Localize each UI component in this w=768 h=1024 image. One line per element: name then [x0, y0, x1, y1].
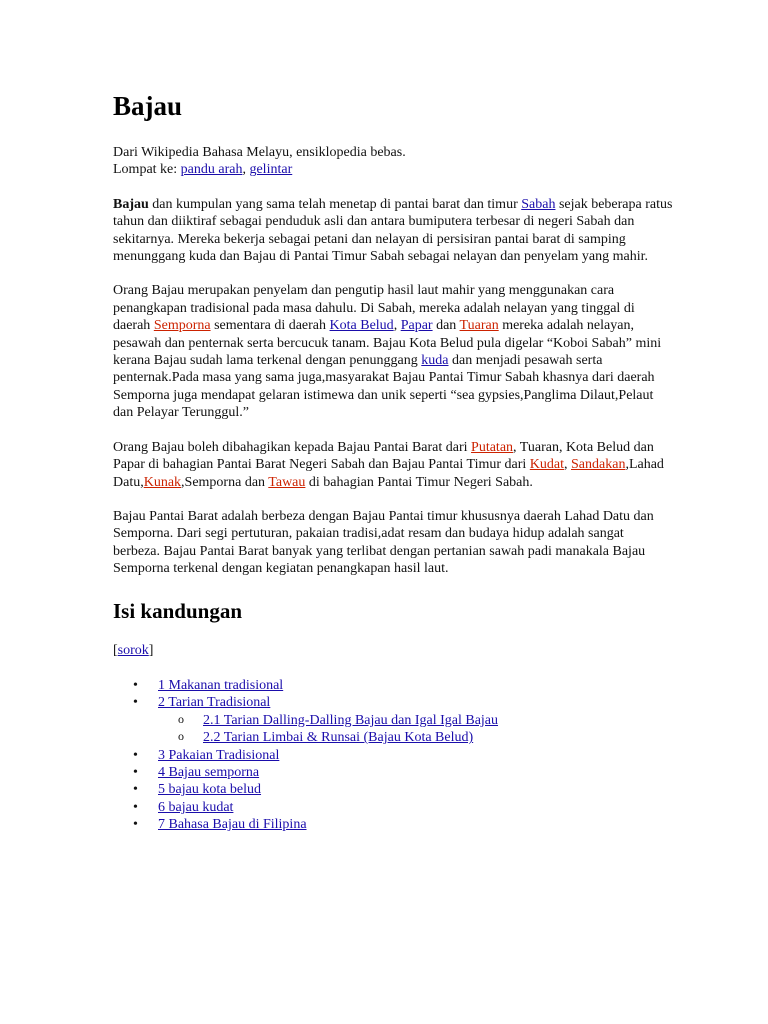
toc-link-kota-belud[interactable]: 5 bajau kota belud — [158, 782, 262, 798]
link-putatan[interactable]: Putatan — [471, 439, 514, 455]
toc-item — [113, 694, 673, 746]
text-span: , Tuaran, Kota Belud dan Papar di bahagian Pantai Barat Negeri Sabah dan Bajau Pantai Timur dari — [113, 439, 654, 473]
toc-link-pakaian[interactable]: 3 Pakaian Tradisional — [158, 747, 280, 763]
toc-link-dalling[interactable]: 2.1 Tarian Dalling-Dalling Bajau dan Igal Igal Bajau — [203, 712, 499, 728]
bold-term: Bajau — [113, 196, 149, 212]
toc-link-tarian[interactable]: 2 Tarian Tradisional — [158, 695, 271, 711]
toc-item — [113, 799, 673, 816]
paragraph-intro — [113, 196, 673, 266]
text-span: dan — [432, 318, 460, 334]
paragraph-divers — [113, 282, 673, 421]
link-kuda[interactable]: kuda — [421, 353, 449, 369]
toc-subitem — [113, 729, 673, 746]
text-span: dan menjadi pesawah serta penternak.Pada masa yang sama juga,masyarakat Bajau Pantai Timur Sabah khasnya dari daerah Semporna juga mendapat gelaran istimewa dan unik seperti “sea gypsies,Panglima Dilaut,Pelaut dan Pelayar Terunggul.” — [113, 353, 655, 421]
bracket-close: ] — [148, 642, 154, 658]
text-span: dan kumpulan yang sama telah menetap di pantai barat dan timur — [148, 196, 522, 212]
toc-subitem — [113, 712, 673, 729]
link-tawau[interactable]: Tawau — [268, 474, 306, 490]
jump-search-link[interactable]: gelintar — [249, 162, 293, 178]
text-span: sementara di daerah — [210, 318, 330, 334]
link-papar[interactable]: Papar — [400, 318, 433, 334]
site-subtitle — [113, 144, 673, 179]
link-semporna[interactable]: Semporna — [153, 318, 211, 334]
link-tuaran[interactable]: Tuaran — [459, 318, 499, 334]
toc-item — [113, 816, 673, 833]
link-sandakan[interactable]: Sandakan — [571, 457, 626, 473]
jump-links — [113, 161, 673, 178]
text-span: Orang Bajau merupakan penyelam dan pengutip hasil laut mahir yang menggunakan cara penangkapan tradisional pada masa dahulu. Di Sabah, mereka adalah nelayan yang tinggal di daerah — [113, 283, 635, 334]
toc-link-semporna[interactable]: 4 Bajau semporna — [158, 764, 260, 780]
toc-item — [113, 781, 673, 798]
toc-item — [113, 747, 673, 764]
paragraph-differences: Bajau Pantai Barat adalah berbeza dengan Bajau Pantai timur khususnya daerah Lahad Datu dan Semporna. Dari segi pertuturan, pakaian tradisi,adat resam dan budaya hidup adalah sangat berbeza. Bajau Pantai Barat banyak yang terlibat dengan pertanian sawah padi manakala Bajau Semporna terkenal dengan kegiatan penangkapan hasil laut. — [113, 508, 654, 577]
toc-link-filipina[interactable]: 7 Bahasa Bajau di Filipina — [158, 817, 307, 833]
toc-link-kudat[interactable]: 6 bajau kudat — [158, 799, 234, 815]
toc-link-makanan[interactable]: 1 Makanan tradisional — [158, 677, 284, 693]
toc-item — [113, 677, 673, 694]
toc-toggle — [113, 642, 673, 659]
jump-prefix: Lompat ke: — [113, 162, 181, 178]
link-kota-belud[interactable]: Kota Belud — [329, 318, 394, 334]
text-span: ,Lahad Datu, — [113, 457, 664, 490]
text-span: mereka adalah nelayan, pesawah dan penternak serta bercucuk tanam. Bajau Kota Belud pula digelar “Koboi Sabah” mini kerana Bajau sudah lama terkenal dengan penunggang — [113, 318, 662, 369]
link-sabah[interactable]: Sabah — [521, 196, 556, 212]
text-span: , — [393, 318, 401, 334]
toc-list — [113, 677, 673, 834]
bracket-open: [ — [113, 642, 118, 658]
paragraph-groups — [113, 439, 673, 491]
toc-item — [113, 764, 673, 781]
toc-sublist — [158, 712, 673, 747]
text-span: ,Semporna dan — [181, 474, 269, 490]
jump-navigation-link[interactable]: pandu arah — [180, 162, 243, 178]
page-title: Bajau — [113, 91, 183, 121]
tagline: Dari Wikipedia Bahasa Melayu, ensiklopedia bebas. — [113, 145, 406, 160]
link-kunak[interactable]: Kunak — [143, 474, 182, 490]
toc-hide-link[interactable]: sorok — [117, 642, 149, 658]
toc-link-limbai[interactable]: 2.2 Tarian Limbai & Runsai (Bajau Kota Belud) — [203, 730, 474, 746]
text-span: sejak beberapa ratus tahun dan diiktiraf sebagai penduduk asli dan antara bumiputera terbesar di negeri Sabah dan sekitarnya. Mereka bekerja sebagai petani dan nelayan di persisiran pantai barat di samping menunggang kuda dan Bajau di Pantai Timur Sabah sebagai nelayan dan penyelam yang mahir. — [113, 196, 673, 265]
jump-separator: , — [242, 162, 250, 178]
toc-heading: Isi kandungan — [113, 598, 243, 623]
text-span: , — [564, 457, 572, 473]
text-span: Orang Bajau boleh dibahagikan kepada Bajau Pantai Barat dari — [113, 439, 472, 455]
link-kudat[interactable]: Kudat — [529, 457, 565, 473]
text-span: di bahagian Pantai Timur Negeri Sabah. — [305, 474, 533, 490]
